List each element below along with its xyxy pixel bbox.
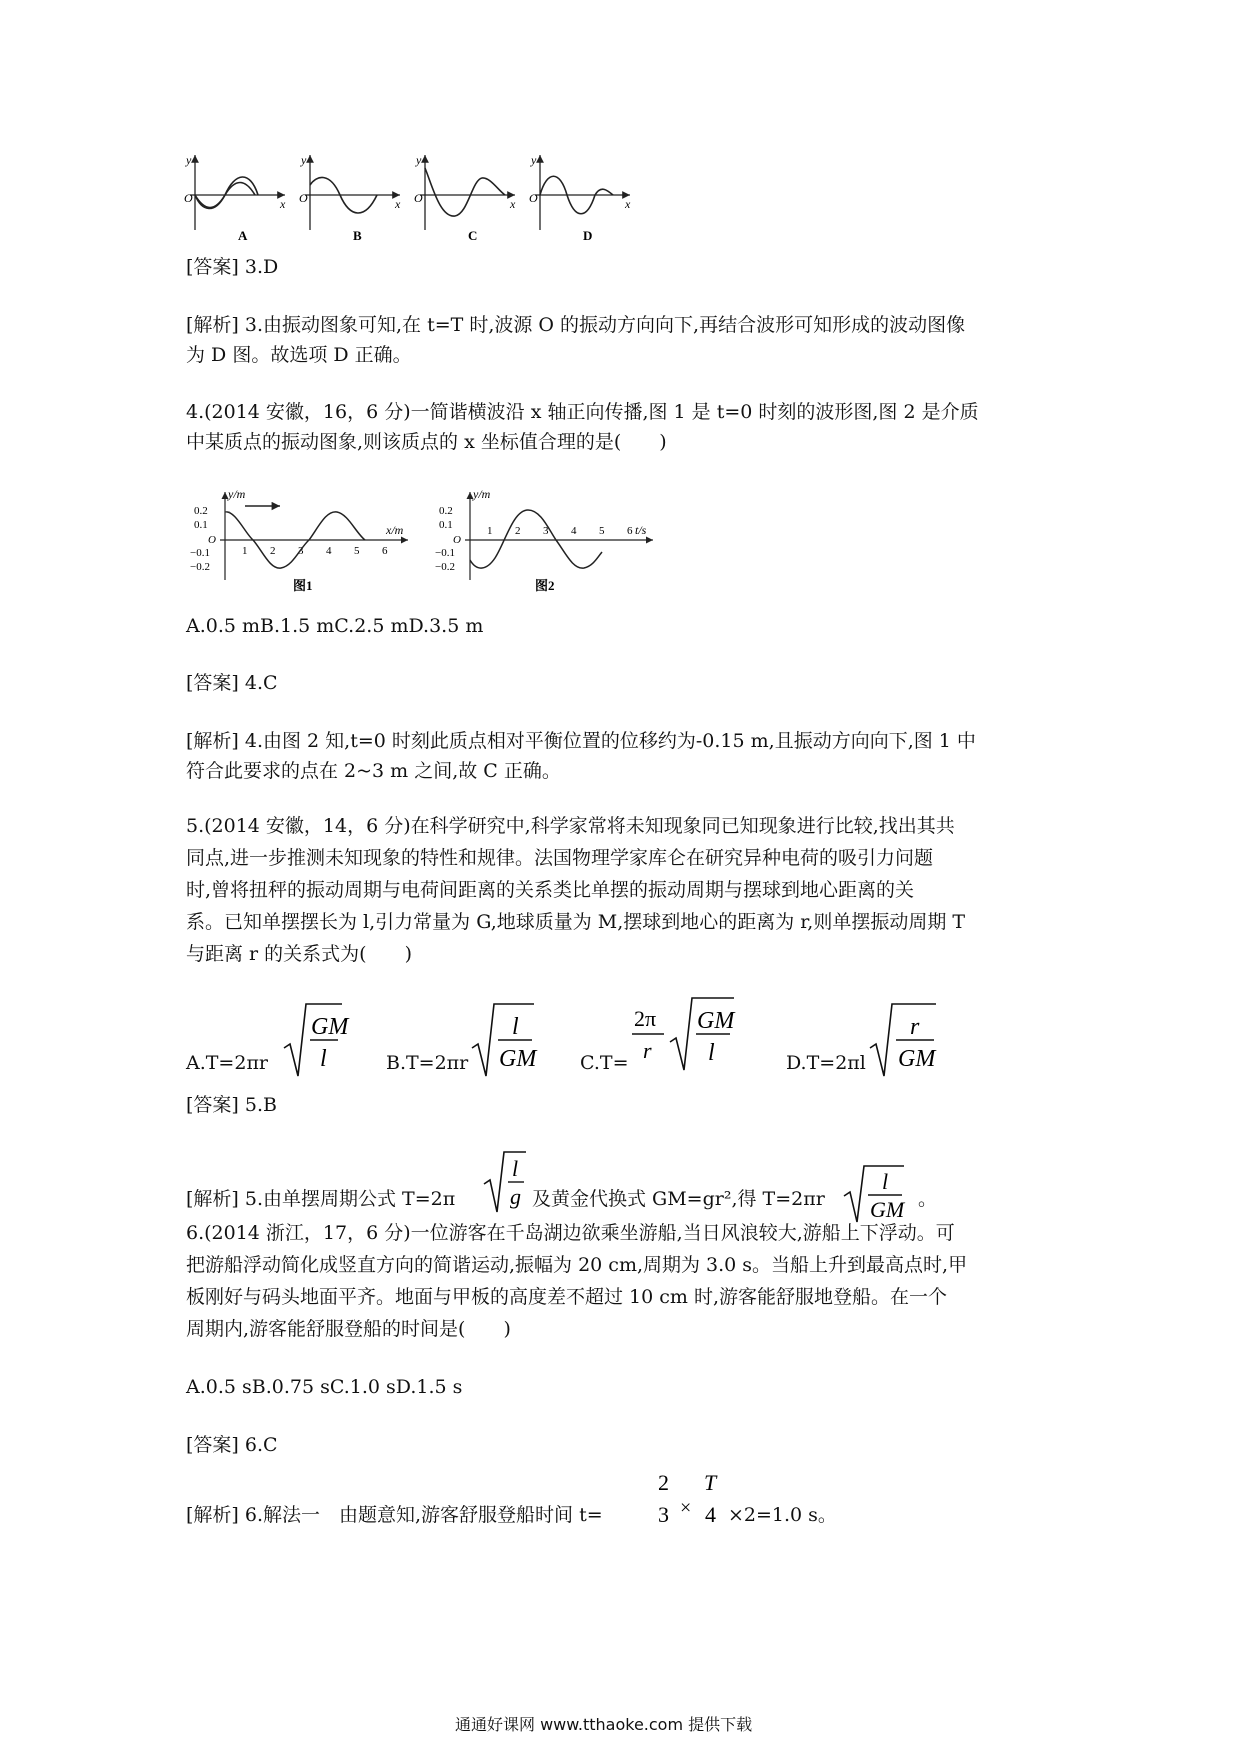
q6-frac1-num: 2 — [658, 1470, 669, 1495]
q5-option-c-expression — [628, 992, 740, 1074]
q6-frac1-den: 3 — [658, 1502, 669, 1527]
q5-analysis-radical-2 — [842, 1162, 908, 1226]
q5-a-den: l — [320, 1046, 327, 1072]
q5-analysis-f1-num: l — [512, 1156, 519, 1181]
q3-c-caption: C — [468, 228, 478, 243]
fig1-xtick-6: 6 — [382, 545, 388, 557]
q5-stem-line2: 同点,进一步推测未知现象的特性和规律。法国物理学家库仑在研究异种电荷的吸引力问题 — [186, 847, 934, 869]
q5-answer: [答案] 5.B — [186, 1094, 277, 1116]
q5-option-d-prefix: D.T=2πl — [786, 1052, 866, 1074]
q3-a-xlabel: x — [280, 197, 286, 211]
q6-options: A.0.5 sB.0.75 sC.1.0 sD.1.5 s — [186, 1376, 463, 1398]
q3-a-ylabel: y — [186, 153, 192, 167]
fig1-xtick-1: 1 — [242, 545, 248, 557]
fig2-xtick-1: 1 — [487, 525, 493, 537]
q3-c-origin: O — [414, 191, 423, 205]
fig2-xtick-2: 2 — [515, 525, 521, 537]
q4-figure2-vibration — [435, 488, 665, 593]
q5-d-num: r — [910, 1014, 920, 1040]
q5-c-den: l — [708, 1040, 715, 1066]
q4-figure1-wave — [190, 488, 420, 593]
q6-analysis-prefix: [解析] 6.解法一 由题意知,游客舒服登船时间 t= — [186, 1504, 603, 1526]
q5-c-coef-num: 2π — [634, 1006, 657, 1031]
fig1-origin: O — [208, 534, 216, 546]
q3-panel-c — [414, 153, 516, 243]
q4-options: A.0.5 mB.1.5 mC.2.5 mD.3.5 m — [186, 615, 484, 637]
q3-figure-panels — [180, 150, 680, 245]
q4-stem-line1: 4.(2014 安徽，16，6 分)一简谐横波沿 x 轴正向传播,图 1 是 t=0 时刻的波形图,图 2 是介质 — [186, 401, 979, 423]
q3-d-caption: D — [583, 228, 593, 243]
q5-option-c-prefix: C.T= — [580, 1052, 629, 1074]
q5-stem-line4: 系。已知单摆摆长为 l,引力常量为 G,地球质量为 M,摆球到地心的距离为 r,则单摆振动周期 T — [186, 911, 966, 933]
fig2-ytick-m01: −0.1 — [435, 547, 455, 559]
q3-c-xlabel: x — [510, 197, 516, 211]
q5-analysis-f1-den: g — [510, 1184, 521, 1209]
q3-b-ylabel: y — [301, 153, 307, 167]
fig1-xtick-2: 2 — [270, 545, 276, 557]
fig1-ytick-02: 0.2 — [194, 505, 208, 517]
q4-analysis-line1: [解析] 4.由图 2 知,t=0 时刻此质点相对平衡位置的位移约为-0.15 m,且振动方向向下,图 1 中 — [186, 730, 976, 752]
fig2-xtick-4: 4 — [571, 525, 577, 537]
fig1-caption: 图1 — [293, 578, 313, 593]
q3-a-origin: O — [184, 191, 193, 205]
fig2-xtick-3: 3 — [543, 525, 549, 537]
q5-option-a-radical — [282, 998, 349, 1080]
q6-stem-line4: 周期内,游客能舒服登船的时间是( ) — [186, 1318, 511, 1340]
fig2-x-label: t/s — [635, 523, 647, 537]
q5-option-a-prefix: A.T=2πr — [186, 1052, 269, 1074]
fig2-caption: 图2 — [535, 578, 555, 593]
q5-analysis-f2-den: GM — [870, 1197, 905, 1222]
fig2-ytick-m02: −0.2 — [435, 561, 455, 573]
q3-c-ylabel: y — [416, 153, 422, 167]
q5-c-coef-den: r — [643, 1038, 652, 1063]
q3-answer: [答案] 3.D — [186, 256, 279, 278]
q6-answer: [答案] 6.C — [186, 1434, 278, 1456]
q4-stem-line2: 中某质点的振动图象,则该质点的 x 坐标值合理的是( ) — [186, 431, 667, 453]
q6-stem-line3: 板刚好与码头地面平齐。地面与甲板的高度差不超过 10 cm 时,游客能舒服地登船。在一个 — [186, 1286, 947, 1308]
q3-b-origin: O — [299, 191, 308, 205]
q5-a-num: GM — [311, 1014, 349, 1040]
q5-option-d-radical — [868, 998, 940, 1080]
q5-d-den: GM — [898, 1046, 936, 1072]
q5-b-num: l — [512, 1014, 519, 1040]
q5-analysis-end: 。 — [918, 1188, 938, 1210]
q5-analysis-mid: 及黄金代换式 GM=gr²,得 T=2πr — [532, 1188, 825, 1210]
q5-c-num: GM — [697, 1008, 735, 1034]
fig2-ytick-01: 0.1 — [439, 519, 453, 531]
q5-stem-line1: 5.(2014 安徽，14，6 分)在科学研究中,科学家常将未知现象同已知现象进行比较,找出其共 — [186, 815, 955, 837]
q5-option-b-radical — [470, 998, 536, 1080]
fig2-xtick-6: 6 — [627, 525, 633, 537]
q5-analysis-f2-num: l — [882, 1169, 889, 1194]
fig2-ytick-02: 0.2 — [439, 505, 453, 517]
fig1-x-label: x/m — [386, 523, 404, 537]
q4-answer: [答案] 4.C — [186, 672, 278, 694]
q5-stem-line5: 与距离 r 的关系式为( ) — [186, 943, 412, 965]
fig1-xtick-5: 5 — [354, 545, 360, 557]
q4-analysis-line2: 符合此要求的点在 2~3 m 之间,故 C 正确。 — [186, 760, 561, 782]
fig1-xtick-3: 3 — [298, 545, 304, 557]
fig1-y-label: y/m — [228, 487, 246, 501]
q3-panel-a — [184, 153, 286, 243]
q5-analysis-prefix: [解析] 5.由单摆周期公式 T=2π — [186, 1188, 456, 1210]
q5-analysis-radical-1 — [482, 1148, 528, 1218]
q3-d-ylabel: y — [531, 153, 537, 167]
fig2-origin: O — [453, 534, 461, 546]
q3-b-xlabel: x — [395, 197, 401, 211]
q6-stem-line1: 6.(2014 浙江，17，6 分)一位游客在千岛湖边欲乘坐游船,当日风浪较大,游船上下浮动。可 — [186, 1222, 955, 1244]
fig1-ytick-m02: −0.2 — [190, 561, 210, 573]
q6-analysis-fractions — [652, 1466, 732, 1536]
fig1-xtick-4: 4 — [326, 545, 332, 557]
q3-analysis-line1: [解析] 3.由振动图象可知,在 t=T 时,波源 O 的振动方向向下,再结合波形可知形成的波动图像 — [186, 314, 966, 336]
page-footer: 通通好课网 www.tthaoke.com 提供下载 — [455, 1715, 753, 1734]
q5-b-den: GM — [499, 1046, 537, 1072]
q3-d-xlabel: x — [625, 197, 631, 211]
q6-frac2-den: 4 — [705, 1502, 716, 1527]
q6-frac2-num: T — [704, 1470, 717, 1495]
fig2-xtick-5: 5 — [599, 525, 605, 537]
q6-times: × — [680, 1497, 692, 1519]
fig1-ytick-m01: −0.1 — [190, 547, 210, 559]
q3-a-caption: A — [238, 228, 248, 243]
fig2-y-label: y/m — [473, 487, 491, 501]
q3-b-caption: B — [353, 228, 362, 243]
fig1-ytick-01: 0.1 — [194, 519, 208, 531]
q3-analysis-line2: 为 D 图。故选项 D 正确。 — [186, 344, 412, 366]
q3-d-origin: O — [529, 191, 538, 205]
q3-panel-d — [529, 153, 631, 243]
q6-stem-line2: 把游船浮动简化成竖直方向的简谐运动,振幅为 20 cm,周期为 3.0 s。当船上升到最高点时,甲 — [186, 1254, 968, 1276]
q5-stem-line3: 时,曾将扭秤的振动周期与电荷间距离的关系类比单摆的振动周期与摆球到地心距离的关 — [186, 879, 915, 901]
q3-panel-b — [299, 153, 401, 243]
q6-analysis-end: ×2=1.0 s。 — [728, 1504, 837, 1526]
q5-option-b-prefix: B.T=2πr — [386, 1052, 469, 1074]
